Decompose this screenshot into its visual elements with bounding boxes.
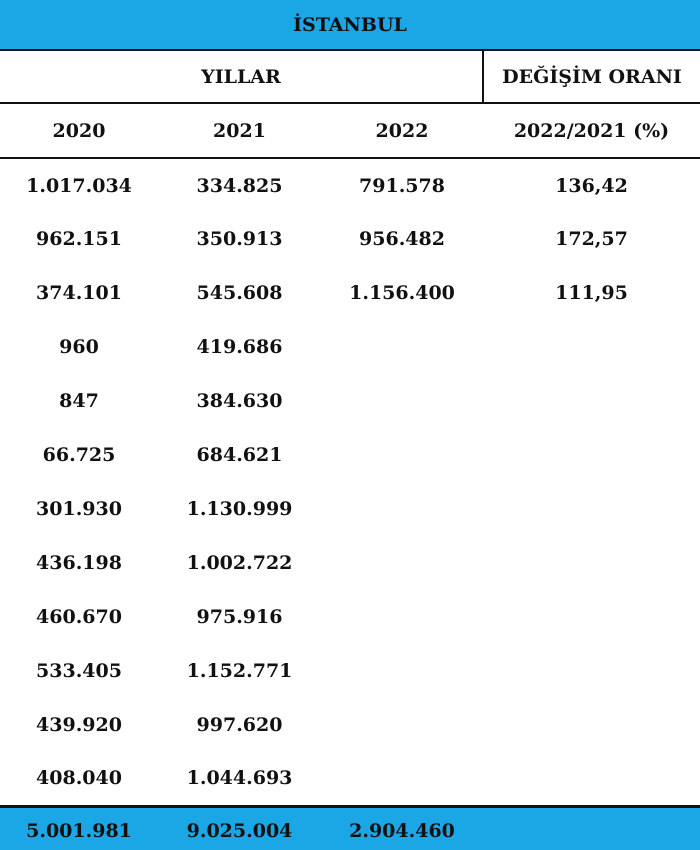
group-header-row — [0, 50, 700, 103]
table-cell — [321, 536, 483, 590]
table-cell: 1.002.722 — [186, 552, 293, 574]
column-header-2022: 2022 — [321, 103, 483, 158]
table-cell: 1.044.693 — [186, 767, 293, 790]
table-cell: 1.156.400 — [349, 282, 455, 304]
total-cell: 9.025.004 — [158, 806, 321, 850]
table-row — [0, 752, 700, 806]
table-cell: 350.913 — [196, 228, 283, 250]
table-cell: 960 — [59, 336, 99, 358]
table-cell — [321, 698, 483, 752]
table-row — [0, 266, 700, 320]
table-cell: 334.825 — [196, 174, 283, 197]
table-row — [0, 212, 700, 266]
table-cell: 419.686 — [196, 336, 283, 358]
table-cell — [321, 752, 483, 806]
table-title: İSTANBUL — [0, 0, 700, 50]
table-row — [0, 644, 700, 698]
table-cell — [321, 590, 483, 644]
table-cell: 66.725 — [42, 444, 116, 466]
table-cell: 962.151 — [36, 228, 122, 250]
table-cell — [321, 320, 483, 374]
table-cell: 136,42 — [555, 174, 628, 197]
table-row — [0, 482, 700, 536]
table-cell: 384.630 — [196, 390, 283, 412]
table-cell: 791.578 — [359, 174, 445, 197]
years-group-header: YILLAR — [0, 50, 483, 103]
table-cell — [483, 320, 700, 374]
total-cell: 5.001.981 — [0, 806, 158, 850]
table-cell: 1.017.034 — [26, 174, 132, 197]
table-cell — [483, 482, 700, 536]
table-cell: 684.621 — [196, 444, 283, 466]
table-cell — [321, 644, 483, 698]
table-row — [0, 374, 700, 428]
column-header-2021: 2021 — [158, 103, 321, 158]
table-cell — [483, 536, 700, 590]
column-header-2020: 2020 — [0, 103, 158, 158]
total-cell: 2.904.460 — [321, 806, 483, 850]
table-cell: 301.930 — [36, 498, 122, 520]
table-cell: 172,57 — [555, 228, 628, 250]
table-cell: 997.620 — [196, 714, 283, 736]
table-row — [0, 158, 700, 212]
table-row — [0, 590, 700, 644]
table-cell — [483, 428, 700, 482]
totals-row — [0, 806, 700, 850]
title-row — [0, 0, 700, 50]
table-row — [0, 320, 700, 374]
table-row — [0, 428, 700, 482]
table-cell: 439.920 — [36, 714, 122, 736]
table-cell: 436.198 — [36, 552, 122, 574]
column-header-row — [0, 103, 700, 158]
total-cell — [483, 806, 700, 850]
table-cell — [483, 374, 700, 428]
table-cell — [483, 698, 700, 752]
table-cell: 847 — [59, 390, 99, 412]
column-header-change: 2022/2021 (%) — [483, 103, 700, 158]
table-cell: 1.130.999 — [186, 498, 293, 520]
table-cell — [483, 590, 700, 644]
table-cell: 533.405 — [36, 660, 122, 682]
table-cell — [483, 644, 700, 698]
table-cell: 975.916 — [196, 606, 283, 628]
table-cell: 956.482 — [359, 228, 445, 250]
table-cell — [321, 482, 483, 536]
table-cell: 545.608 — [196, 282, 283, 304]
table-cell — [483, 752, 700, 806]
change-rate-header: DEĞİŞİM ORANI — [483, 50, 700, 103]
table-row — [0, 536, 700, 590]
table-cell — [321, 428, 483, 482]
table-cell: 1.152.771 — [186, 660, 293, 682]
table-cell — [321, 374, 483, 428]
table-cell: 374.101 — [36, 282, 122, 304]
table-cell: 460.670 — [36, 606, 122, 628]
table-row — [0, 698, 700, 752]
table-cell: 408.040 — [36, 767, 122, 790]
table-cell: 111,95 — [555, 282, 628, 304]
